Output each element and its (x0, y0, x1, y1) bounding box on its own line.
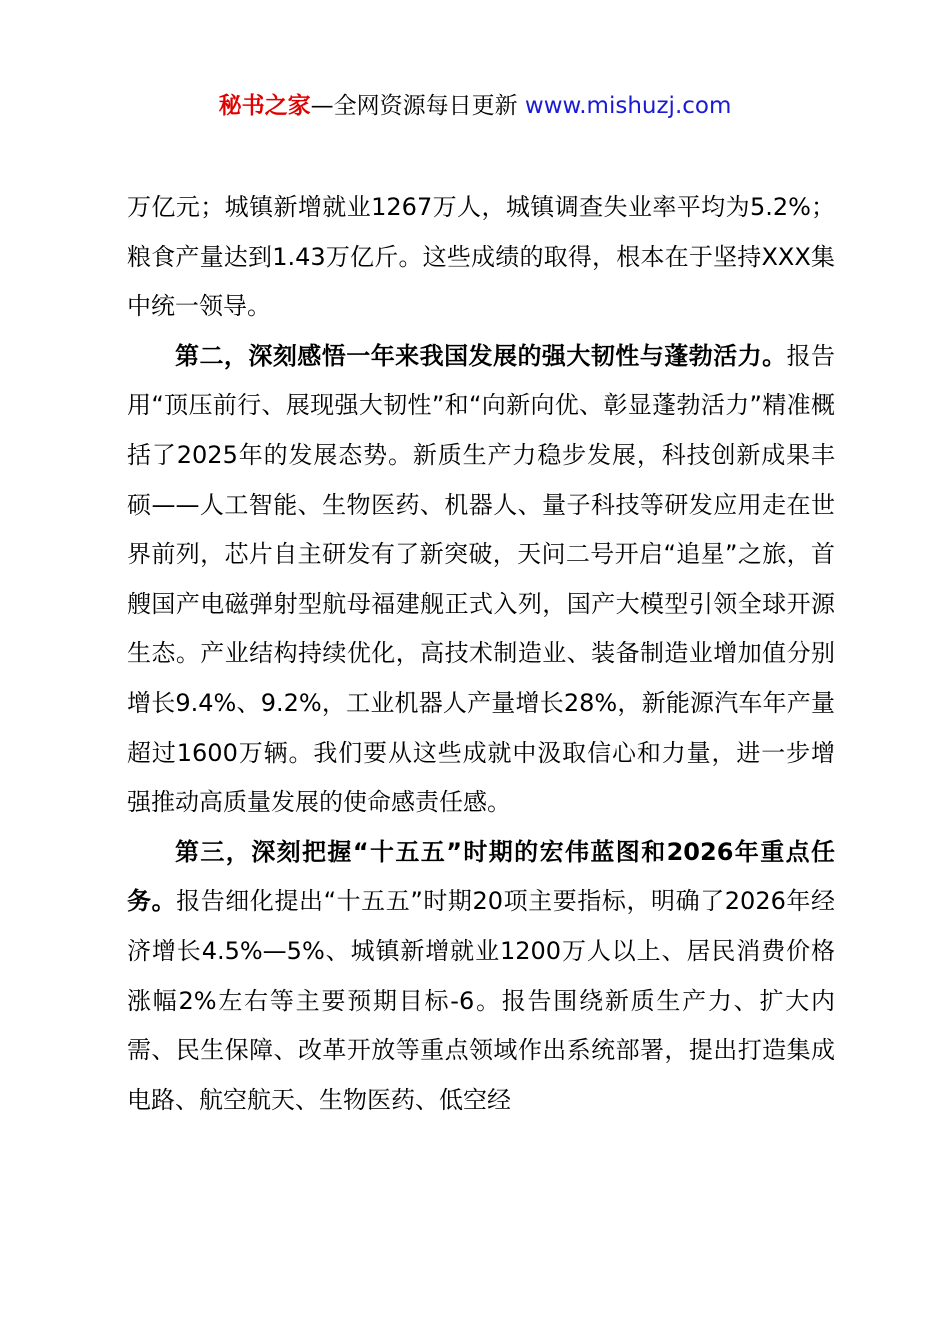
paragraph-text: 报告细化提出“十五五”时期20项主要指标，明确了2026年经济增长4.5%—5%、城镇新增就业1200万人以上、居民消费价格涨幅2%左右等主要预期目标-6。报告围绕新质生产力、扩大内需、民生保障、改革开放等重点领域作出系统部署，提出打造集成电路、航空航天、生物医药、低空经 (127, 887, 836, 1114)
paragraph-2 (127, 332, 835, 828)
document-body (127, 183, 835, 1125)
page-header (0, 86, 950, 126)
paragraph-1 (127, 183, 835, 332)
paragraph-3 (127, 828, 835, 1126)
paragraph-text: 报告用“顶压前行、展现强大韧性”和“向新向优、彰显蓬勃活力”精准概括了2025年的发展态势。新质生产力稳步发展，科技创新成果丰硕——人工智能、生物医药、机器人、量子科技等研发应用走在世界前列，芯片自主研发有了新突破，天问二号开启“追星”之旅，首艘国产电磁弹射型航母福建舰正式入列，国产大模型引领全球开源生态。产业结构持续优化，高技术制造业、装备制造业增加值分别增长9.4%、9.2%，工业机器人产量增长28%，新能源汽车年产量超过1600万辆。我们要从这些成就中汲取信心和力量，进一步增强推动高质量发展的使命感责任感。 (127, 341, 836, 817)
paragraph-text: 万亿元；城镇新增就业1267万人，城镇调查失业率平均为5.2%；粮食产量达到1.43万亿斤。这些成绩的取得，根本在于坚持XXX集中统一领导。 (127, 193, 835, 321)
site-url: www.mishuzj.com (524, 93, 732, 119)
paragraph-heading: 第二，深刻感悟一年来我国发展的强大韧性与蓬勃活力。 (175, 341, 787, 370)
paragraph-heading: 第三，深刻把握“十五五”时期的宏伟蓝图和2026年重点任务。 (127, 837, 835, 916)
header-slogan: —全网资源每日更新 (310, 93, 525, 119)
brand-name: 秘书之家 (218, 93, 311, 119)
